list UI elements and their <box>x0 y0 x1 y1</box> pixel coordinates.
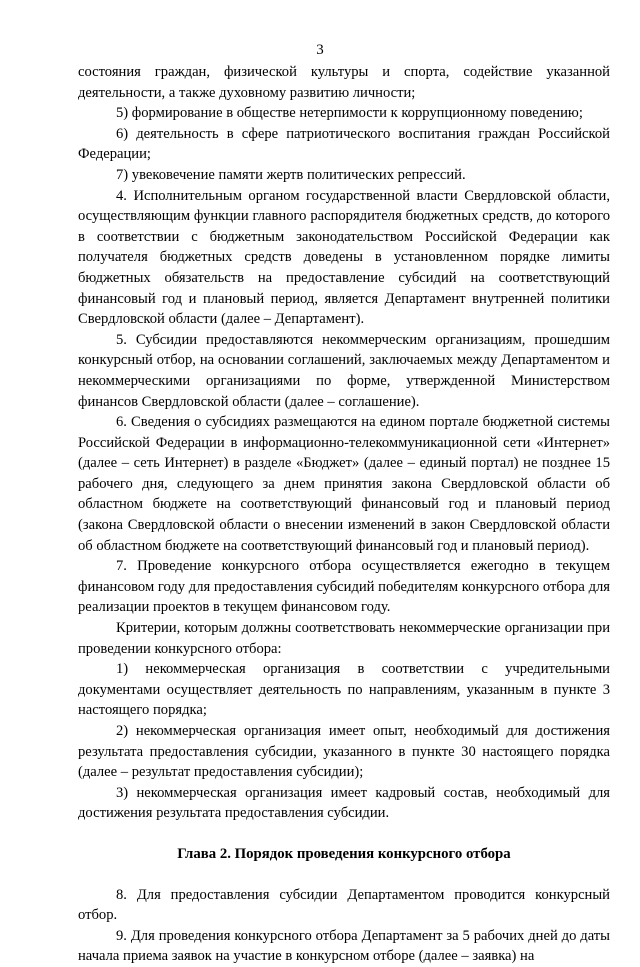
clause-4: 4. Исполнительным органом государственной власти Свердловской области, осуществляющим функции главного распорядителя бюджетных средств, до которого в соответствии с бюджетным законодательством Российской Федерации как получателя бюджетных средств доведены в установленном порядке лимиты бюджетных обязательств на предоставление субсидий на соответствующий финансовый год и плановый период, является Департамент внутренней политики Свердловской области (далее – Департамент). <box>78 187 610 328</box>
list-item-7: 7) увековечение памяти жертв политических репрессий. <box>116 166 466 183</box>
criterion-1: 1) некоммерческая организация в соответствии с учредительными документами осуществляет деятельность по направлениям, указанным в пункте 3 настоящего порядка; <box>78 661 610 719</box>
clause-6: 6. Сведения о субсидиях размещаются на едином портале бюджетной системы Российской Федерации в информационно-телекоммуникационной сети «Интернет» (далее – сеть Интернет) в разделе «Бюджет» (далее – единый портал) не позднее 15 рабочего дня, следующего за днем принятия закона Свердловской области об областном бюджете на соответствующий финансовый год и плановый период (закона Свердловской области о внесении изменений в закон Свердловской области об областном бюджете на соответствующий финансовый год и плановый период). <box>78 414 610 554</box>
clause-9: 9. Для проведения конкурсного отбора Департамент за 5 рабочих дней до даты начала приема заявок на участие в конкурсном отборе (далее – заявка) на <box>78 927 610 965</box>
criterion-2: 2) некоммерческая организация имеет опыт, необходимый для достижения результата предоставления субсидии, указанного в пункте 30 настоящего порядка (далее – результат предоставления субсидии); <box>78 723 610 781</box>
clause-7: 7. Проведение конкурсного отбора осуществляется ежегодно в текущем финансовом году для предоставления субсидий победителям конкурсного отбора для реализации проектов в текущем финансовом году. <box>78 558 610 616</box>
list-item-5: 5) формирование в обществе нетерпимости к коррупционному поведению; <box>116 105 583 122</box>
chapter-heading: Глава 2. Порядок проведения конкурсного отбора <box>177 845 511 862</box>
page-number: 3 <box>316 42 324 58</box>
document-body <box>78 62 610 967</box>
paragraph-continuation: состояния граждан, физической культуры и спорта, содействие указанной деятельности, а также духовному развитию личности; <box>78 64 610 101</box>
criterion-3: 3) некоммерческая организация имеет кадровый состав, необходимый для достижения результата предоставления субсидии. <box>78 784 610 822</box>
clause-5: 5. Субсидии предоставляются некоммерческим организациям, прошедшим конкурсный отбор, на основании соглашений, заключаемых между Департаментом и некоммерческими организациями по форме, утвержденной Министерством финансов Свердловской области (далее – соглашение). <box>78 331 610 410</box>
list-item-6: 6) деятельность в сфере патриотического воспитания граждан Российской Федерации; <box>78 125 610 163</box>
criteria-intro: Критерии, которым должны соответствовать некоммерческие организации при проведении конкурсного отбора: <box>78 620 610 657</box>
clause-8: 8. Для предоставления субсидии Департаментом проводится конкурсный отбор. <box>78 886 610 924</box>
